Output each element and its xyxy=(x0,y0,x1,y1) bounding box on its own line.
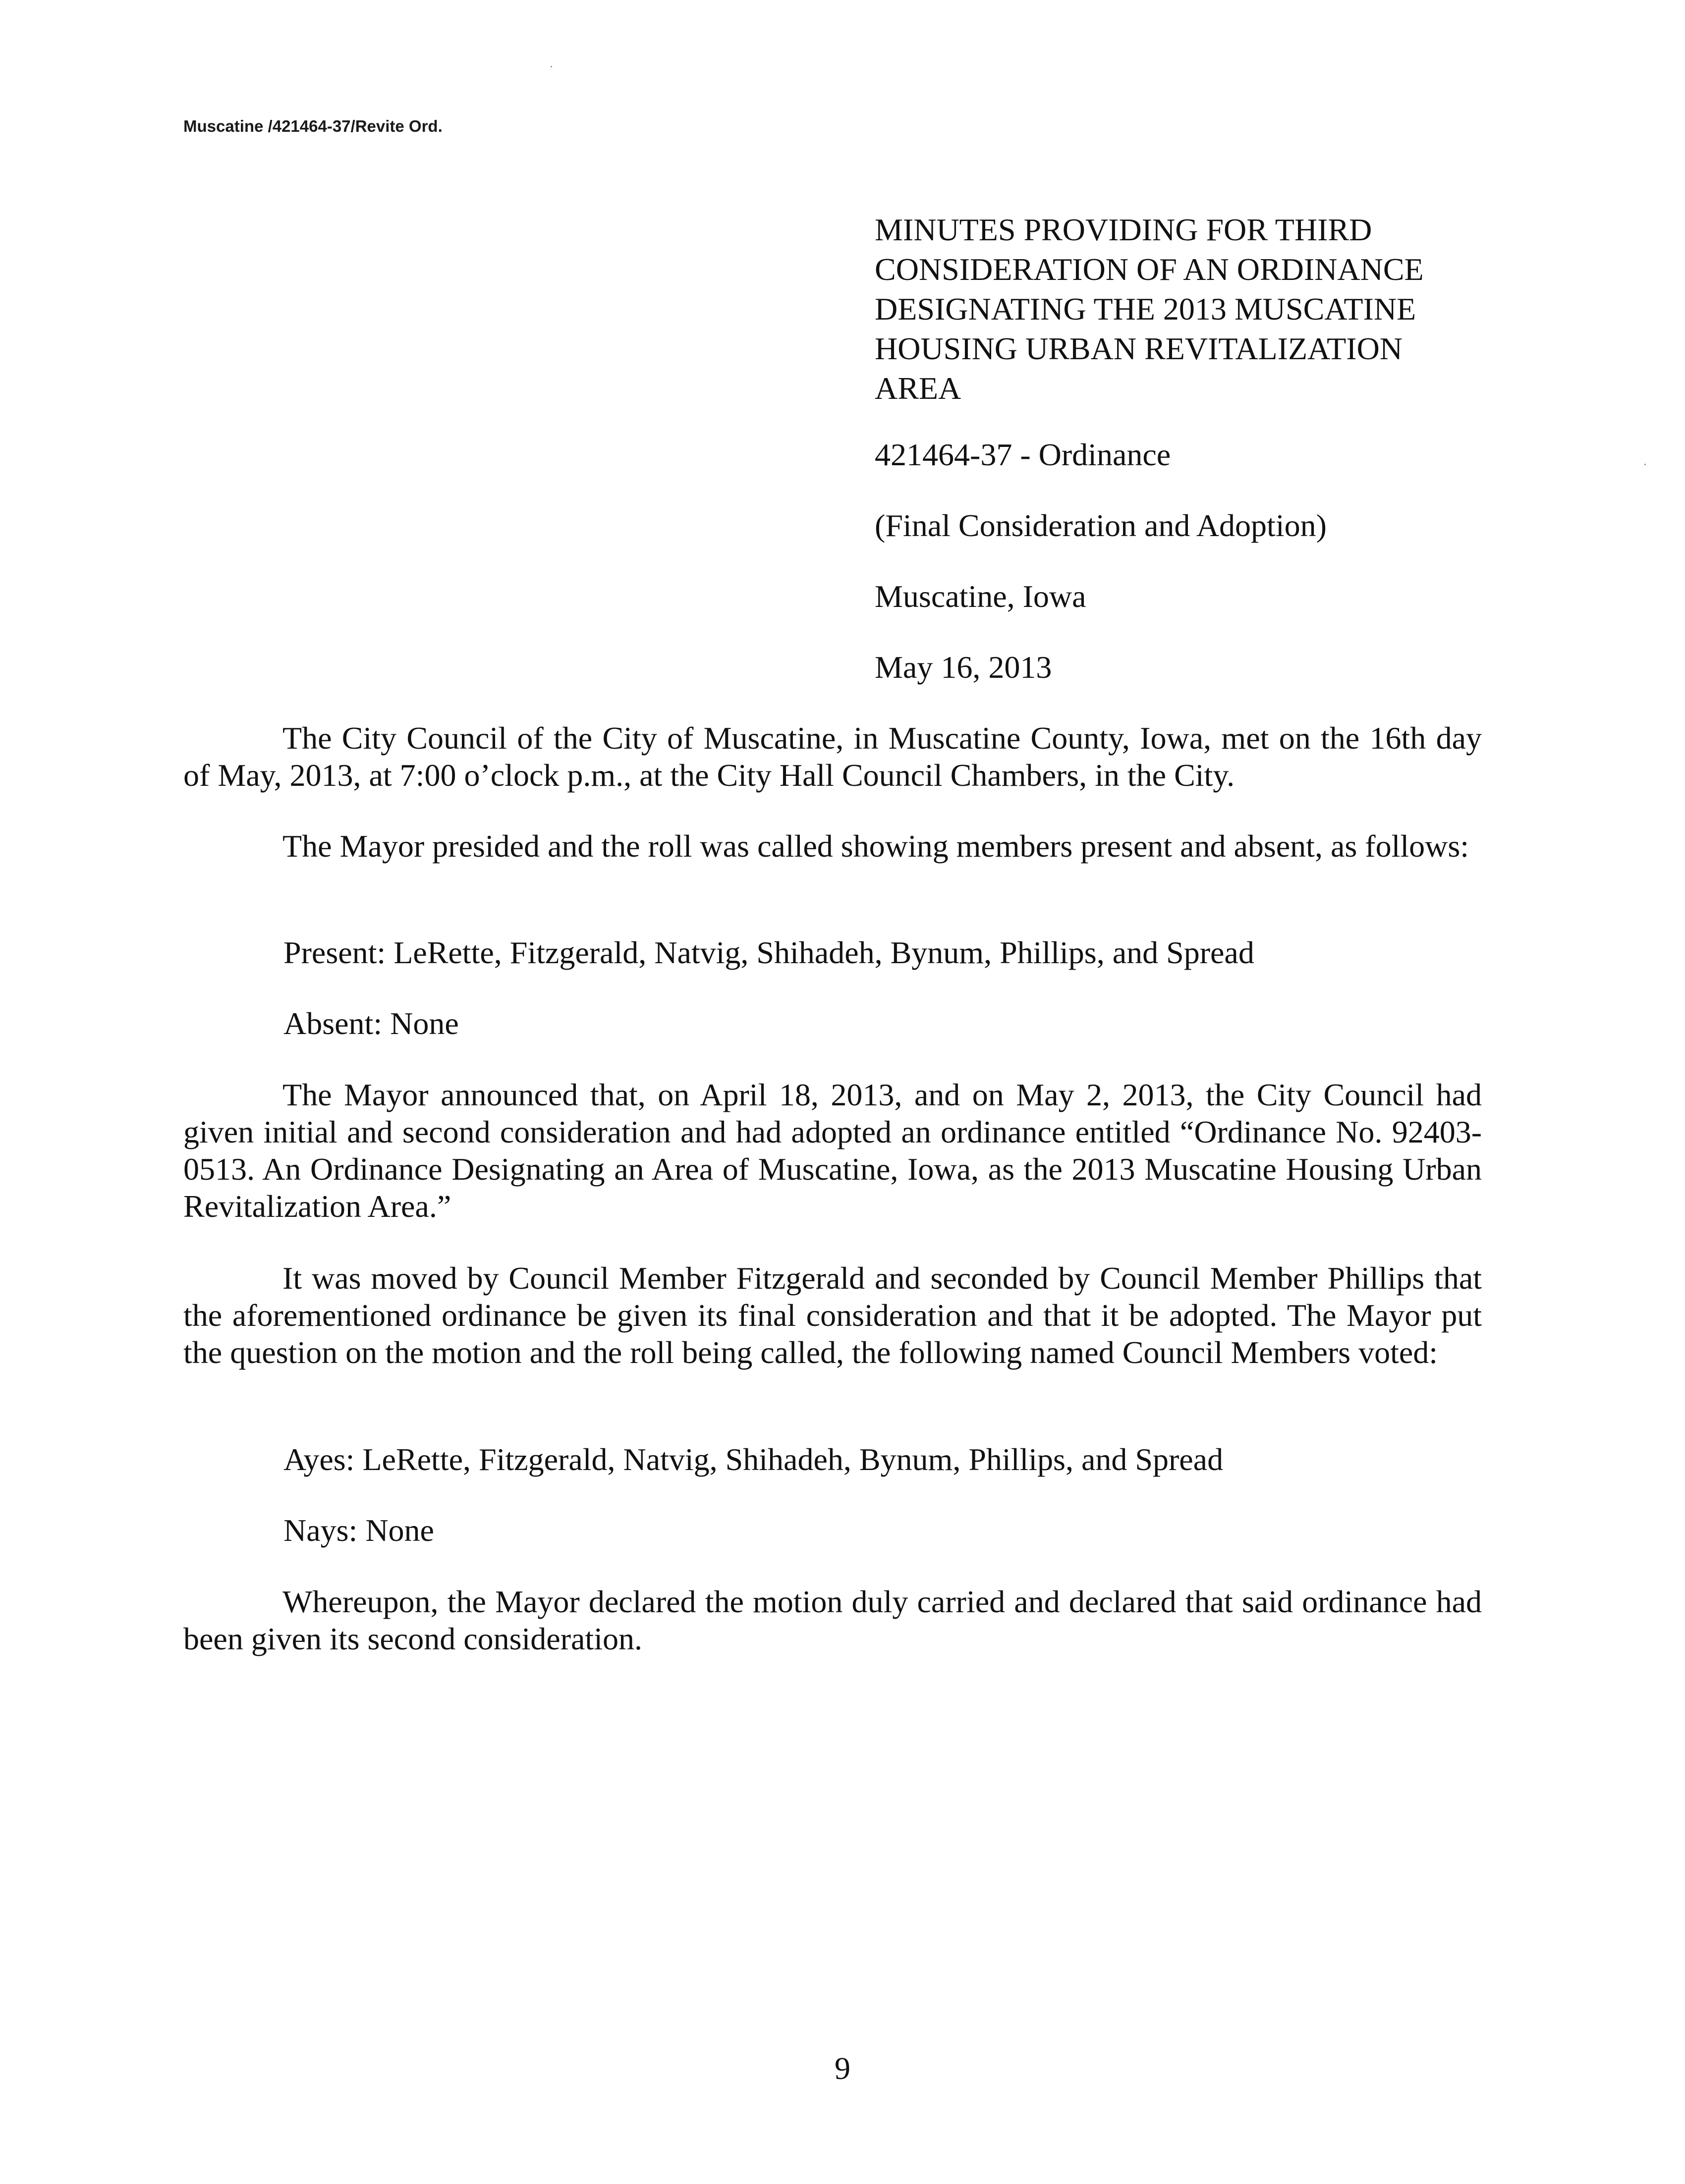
present-members: Present: LeRette, Fitzgerald, Natvig, Shihadeh, Bynum, Phillips, and Spread xyxy=(283,935,1254,970)
ayes-vote: Ayes: LeRette, Fitzgerald, Natvig, Shihadeh, Bynum, Phillips, and Spread xyxy=(283,1442,1224,1477)
ordinance-number: 421464-37 - Ordinance xyxy=(875,437,1171,472)
nays-vote: Nays: None xyxy=(283,1513,434,1548)
document-title: MINUTES PROVIDING FOR THIRD CONSIDERATION OF AN ORDINANCE DESIGNATING THE 2013 MUSCATINE HOUSING URBAN REVITALIZATION AREA xyxy=(875,212,1424,406)
absent-members: Absent: None xyxy=(283,1006,459,1041)
announcement-paragraph: The Mayor announced that, on April 18, 2013, and on May 2, 2013, the City Council had given initial and second consideration and had adopted an ordinance entitled “Ordinance No. 92403-0513. An Ordinance Designating an Area of Muscatine, Iowa, as the 2013 Muscatine Housing Urban Revitalization Area.” xyxy=(183,1077,1482,1224)
scan-speck xyxy=(551,66,552,67)
meeting-date: May 16, 2013 xyxy=(875,650,1052,685)
meeting-location: Muscatine, Iowa xyxy=(875,579,1086,614)
roll-call-paragraph: The Mayor presided and the roll was called showing members present and absent, as follows: xyxy=(282,828,1469,864)
motion-paragraph: It was moved by Council Member Fitzgerald and seconded by Council Member Phillips that the aforementioned ordinance be given its final consideration and that it be adopted. The Mayor put the question on the motion and the roll being called, the following named Council Members voted: xyxy=(183,1260,1482,1370)
page-number: 9 xyxy=(835,2051,850,2086)
conclusion-paragraph: Whereupon, the Mayor declared the motion duly carried and declared that said ordinance had been given its second consideration. xyxy=(183,1584,1482,1656)
file-reference-header: Muscatine /421464-37/Revite Ord. xyxy=(183,117,443,135)
meeting-paragraph: The City Council of the City of Muscatine, in Muscatine County, Iowa, met on the 16th day of May, 2013, at 7:00 o’clock p.m., at the City Hall Council Chambers, in the City. xyxy=(183,720,1482,793)
consideration-note: (Final Consideration and Adoption) xyxy=(875,508,1327,543)
scan-speck xyxy=(1644,464,1646,465)
